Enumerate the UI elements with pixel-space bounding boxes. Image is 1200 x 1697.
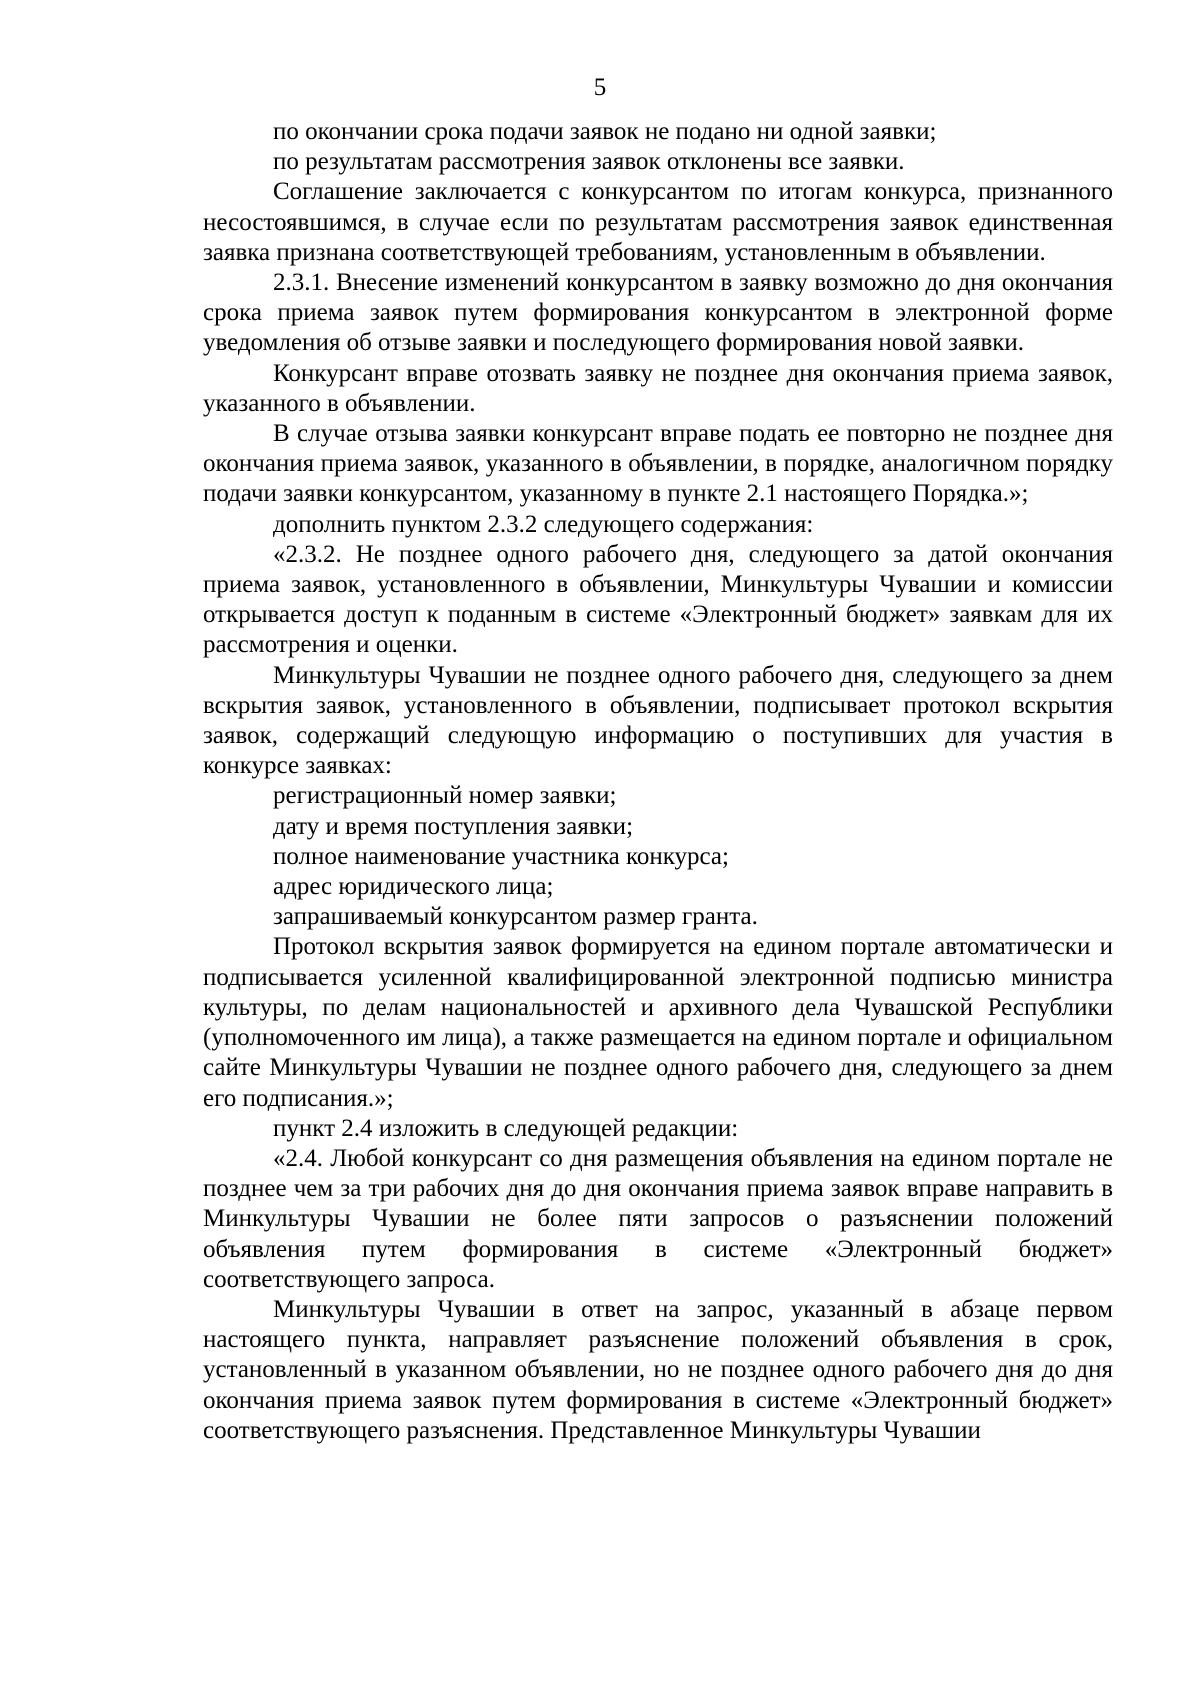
paragraph-withdraw-application: Конкурсант вправе отозвать заявку не позднее дня окончания приема заявок, указанного в объявлении. xyxy=(203,359,1113,417)
list-item-grant-amount: запрашиваемый конкурсантом размер гранта. xyxy=(273,903,758,931)
paragraph-protocol-signing: Протокол вскрытия заявок формируется на едином портале автоматически и подписывается усиленной квалифицированной электронной подписью министра культуры, по делам национальностей и архивного дела Чувашской Республики (уполномоченного им лица), а также размещается на едином портале и официальном сайте Минкультуры Чувашии не позднее одного рабочего дня, следующего за днем его подписания.»; xyxy=(203,933,1113,1112)
paragraph-2-3-1: 2.3.1. Внесение изменений конкурсантом в заявку возможно до дня окончания срока приема заявок путем формирования конкурсантом в электронной форме уведомления об отзыве заявки и последующего формирования новой заявки. xyxy=(203,269,1113,357)
paragraph-add-2-3-2: дополнить пунктом 2.3.2 следующего содержания: xyxy=(273,510,814,538)
page-number: 5 xyxy=(593,74,607,101)
paragraph-2-4: «2.4. Любой конкурсант со дня размещения объявления на едином портале не позднее чем за три рабочих дня до дня окончания приема заявок вправе направить в Минкультуры Чувашии не более пяти запросов о разъяснении положений объявления путем формирования в системе «Электронный бюджет» соответствующего запроса. xyxy=(203,1144,1113,1293)
list-item-date-time: дату и время поступления заявки; xyxy=(273,812,634,840)
list-item-legal-address: адрес юридического лица; xyxy=(273,873,554,901)
paragraph-agreement: Соглашение заключается с конкурсантом по итогам конкурса, признанного несостоявшимся, в случае если по результатам рассмотрения заявок единственная заявка признана соответствующей требованиям, установленным в объявлении. xyxy=(203,178,1113,266)
paragraph-condition-all-rejected: по результатам рассмотрения заявок отклонены все заявки. xyxy=(273,148,905,176)
document-body xyxy=(203,117,1113,1446)
paragraph-condition-no-applications: по окончании срока подачи заявок не подано ни одной заявки; xyxy=(273,118,937,145)
paragraph-amend-2-4: пункт 2.4 изложить в следующей редакции: xyxy=(273,1114,739,1142)
paragraph-2-3-2: «2.3.2. Не позднее одного рабочего дня, следующего за датой окончания приема заявок, установленного в объявлении, Минкультуры Чувашии и комиссии открывается доступ к поданным в системе «Электронный бюджет» заявкам для их рассмотрения и оценки. xyxy=(203,540,1113,659)
list-item-participant-name: полное наименование участника конкурса; xyxy=(273,842,729,870)
paragraph-clarification-response: Минкультуры Чувашии в ответ на запрос, указанный в абзаце первом настоящего пункта, направляет разъяснение положений объявления в срок, установленный в указанном объявлении, но не позднее одного рабочего дня до дня окончания приема заявок путем формирования в системе «Электронный бюджет» соответствующего разъяснения. Представленное Минкультуры Чувашии xyxy=(203,1295,1113,1444)
paragraph-opening-protocol: Минкультуры Чувашии не позднее одного рабочего дня, следующего за днем вскрытия заявок, установленного в объявлении, подписывает протокол вскрытия заявок, содержащий следующую информацию о поступивших для участия в конкурсе заявках: xyxy=(203,661,1113,780)
paragraph-resubmit-application: В случае отзыва заявки конкурсант вправе подать ее повторно не позднее дня окончания приема заявок, указанного в объявлении, в порядке, аналогичном порядку подачи заявки конкурсантом, указанному в пункте 2.1 настоящего Порядка.»; xyxy=(203,420,1113,508)
list-item-registration-number: регистрационный номер заявки; xyxy=(273,782,617,810)
